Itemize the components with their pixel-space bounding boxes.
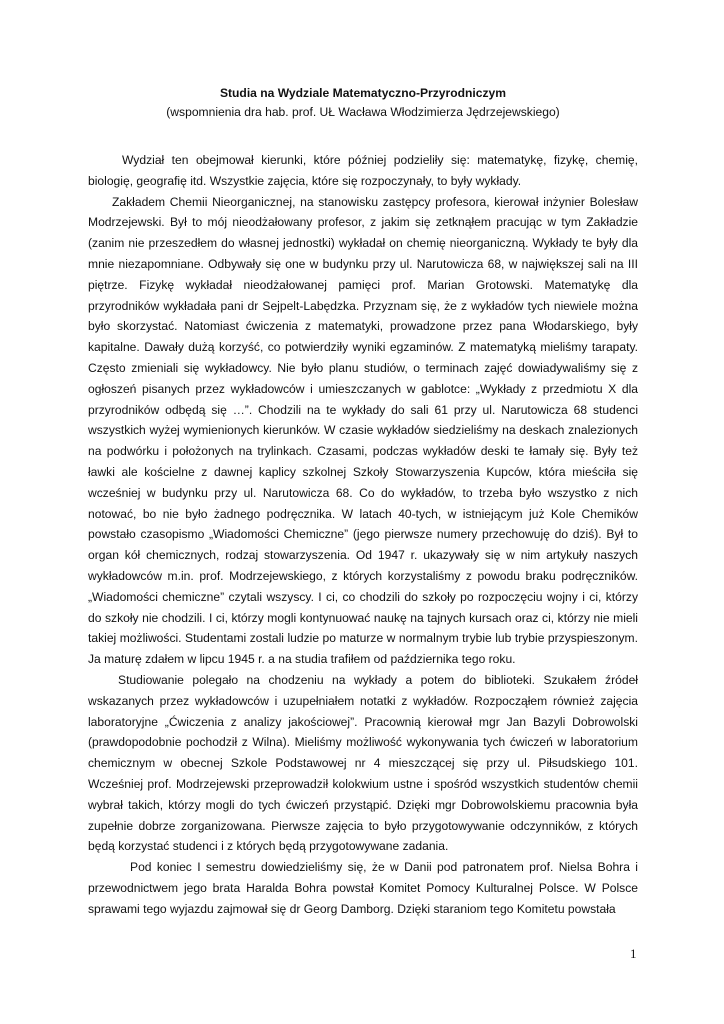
paragraph-4: Pod koniec I semestru dowiedzieliśmy się, że w Danii pod patronatem prof. Nielsa Bohra i przewodnictwem jego brata Haralda Bohra powstał Komitet Pomocy Kulturalnej Polsce. W Polsce sprawami tego wyjazdu zajmował się dr Georg Damborg. Dzięki staraniom tego Komitetu powstała [88, 860, 638, 916]
document-body [88, 150, 638, 919]
document-title: Studia na Wydziale Matematyczno-Przyrodniczym [219, 86, 507, 100]
paragraph-1: Wydział ten obejmował kierunki, które później podzieliły się: matematykę, fizykę, chemię, biologię, geografię itd. Wszystkie zajęcia, które się rozpoczynały, to były wykłady. [88, 153, 638, 188]
paragraph-2: Zakładem Chemii Nieorganicznej, na stanowisku zastępcy profesora, kierował inżynier Bolesław Modrzejewski. Był to mój nieodżałowany profesor, z jakim się zetknąłem pracując w tym Zakładzie (zanim nie przeszedłem do własnej jednostki) wykładał on chemię nieorganiczną. Wykłady te były dla mnie niezapomniane. Odbywały się one w budynku przy ul. Narutowicza 68, w największej sali na III piętrze. Fizykę wykładał nieodżałowanej pamięci prof. Marian Grotowski. Matematykę dla przyrodników wykładała pani dr Sejpelt-Labędzka. Przyznam się, że z wykładów tych niewiele można było skorzystać. Natomiast ćwiczenia z matematyki, prowadzone przez pana Włodarskiego, były kapitalne. Dawały dużą korzyść, co potwierdziły wyniki egzaminów. Z matematyką mieliśmy tarapaty. Często zmieniali się wykładowcy. Nie było planu studiów, o terminach zajęć dowiadywaliśmy się z ogłoszeń pisanych przez wykładowców i umieszczanych w gablotce: „Wykłady z przedmiotu X dla przyrodników odbędą się …”. Chodzili na te wykłady do sali 61 przy ul. Narutowicza 68 studenci wszystkich wyżej wymienionych kierunków. W czasie wykładów siedzieliśmy na deskach znalezionych na podwórku i położonych na trylinkach. Czasami, podczas wykładów deski te łamały się. Były też ławki ale kościelne z dawnej kaplicy szkolnej Szkoły Stowarzyszenia Kupców, która mieściła się wcześniej w budynku przy ul. Narutowicza 68. Co do wykładów, to trzeba było wszystko z nich notować, bo nie było żadnego podręcznika. W latach 40-tych, w istniejącym już Kole Chemików powstało czasopismo „Wiadomości Chemiczne” (jego pierwsze numery przechowuję do dziś). Był to organ kół chemicznych, rodzaj stowarzyszenia. Od 1947 r. ukazywały się w nim artykuły naszych wykładowców m.in. prof. Modrzejewskiego, z których korzystaliśmy z powodu braku podręczników. „Wiadomości chemiczne” czytali wszyscy. I ci, co chodzili do szkoły po rozpoczęciu wojny i ci, którzy do szkoły nie chodzili. I ci, którzy mogli kontynuować naukę na tajnych kursach oraz ci, którzy nie mieli takiej możliwości. Studentami zostali ludzie po maturze w normalnym trybie lub trybie przyspieszonym. Ja maturę zdałem w lipcu 1945 r. a na studia trafiłem od października tego roku. [88, 194, 638, 667]
document-header [88, 84, 638, 122]
page-number: 1 [630, 946, 637, 961]
document-subtitle: (wspomnienia dra hab. prof. UŁ Wacława Włodzimierza Jędrzejewskiego) [166, 105, 560, 119]
paragraph-3: Studiowanie polegało na chodzeniu na wykłady a potem do biblioteki. Szukałem źródeł wskazanych przez wykładowców i uzupełniałem notatki z wykładów. Rozpocząłem również zajęcia laboratoryjne „Ćwiczenia z analizy jakościowej”. Pracownią kierował mgr Jan Bazyli Dobrowolski (prawdopodobnie pochodził z Wilna). Mieliśmy możliwość wykonywania tych ćwiczeń w laboratorium chemicznym w obecnej Szkole Podstawowej nr 4 mieszczącej się przy ul. Piłsudskiego 101. Wcześniej prof. Modrzejewski przeprowadził kolokwium ustne i spośród wszystkich studentów chemii wybrał takich, którzy mogli do tych ćwiczeń przystąpić. Dzięki mgr Dobrowolskiemu pracownia była zupełnie dobrze zorganizowana. Pierwsze zajęcia to było przygotowywanie odczynników, z których będą korzystać studenci i z których będą przygotowywane zadania. [88, 672, 638, 854]
